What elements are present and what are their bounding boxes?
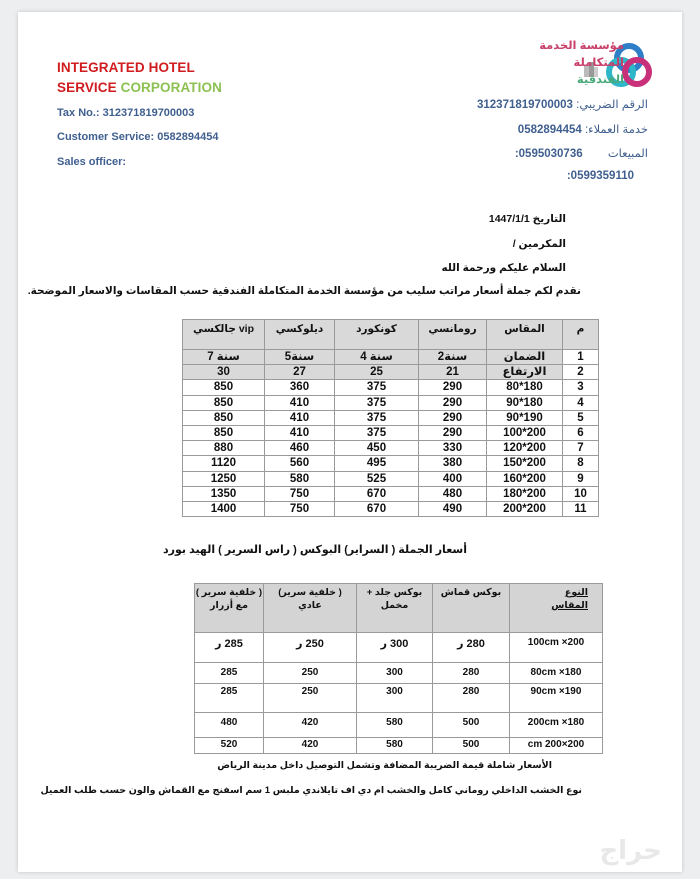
tax-number-ar [477, 97, 648, 111]
col-header: بوكس جلد + مخمل [357, 584, 433, 633]
cell: 285 [195, 684, 264, 713]
cell: 500 [433, 713, 510, 738]
table-row [183, 365, 599, 380]
table-row [183, 425, 599, 440]
cell: 180*90 [487, 395, 563, 410]
tax-value-ar: 312371819700003 [477, 99, 573, 111]
table-row [183, 501, 599, 516]
cell: 200*100 [487, 425, 563, 440]
cell: 190× 90cm [510, 684, 603, 713]
sales-value-2: 0599359110: [566, 170, 634, 180]
box-price-table [194, 583, 603, 754]
table-row [195, 713, 603, 738]
cell: 330 [419, 441, 487, 456]
cell: 290 [419, 395, 487, 410]
sales-ar [515, 146, 648, 160]
document-page [18, 12, 682, 872]
cell: 375 [335, 380, 419, 395]
cell: 490 [419, 501, 487, 516]
cell: 200*150 [487, 456, 563, 471]
logo-text-line-3: الفندقية [576, 74, 624, 86]
cell: 180*80 [487, 380, 563, 395]
cell: 670 [335, 486, 419, 501]
sales-officer-en: Sales officer: [57, 156, 127, 168]
col-header: النوع المقاس [510, 584, 603, 633]
cell: 375 [335, 425, 419, 440]
cell: 290 [419, 380, 487, 395]
cell: 410 [265, 395, 335, 410]
table-row [183, 486, 599, 501]
cell: 375 [335, 395, 419, 410]
cell: 190*90 [487, 410, 563, 425]
table-row [195, 738, 603, 754]
wood-note: نوع الخشب الداخلي روماني كامل والخشب ام دي اف تايلاندي ملبس 1 سم اسفنج مع القماش والون حسب طلب العميل [40, 785, 582, 796]
cell: 250 ر [264, 633, 357, 663]
cell: 2 [563, 365, 599, 380]
cell: 30 [183, 365, 265, 380]
cell: 375 [335, 410, 419, 425]
table-row [183, 380, 599, 395]
col-header: المقاس [487, 320, 563, 350]
cell: سنة5 [265, 350, 335, 365]
cell: 580 [265, 471, 335, 486]
col-header: م [563, 320, 599, 350]
cell: 670 [335, 501, 419, 516]
cell: 300 [357, 684, 433, 713]
table-row [195, 684, 603, 713]
cell: 285 ر [195, 633, 264, 663]
cell: 360 [265, 380, 335, 395]
cell: 180× 80cm [510, 663, 603, 684]
table-row [183, 441, 599, 456]
letter-greeting: السلام عليكم ورحمة الله [441, 262, 566, 274]
cell: 495 [335, 456, 419, 471]
cell: 1350 [183, 486, 265, 501]
sales-value-1: 0595030736: [514, 148, 583, 160]
cell: 1250 [183, 471, 265, 486]
cell: 480 [195, 713, 264, 738]
table-row [183, 350, 599, 365]
cell: 280 [433, 684, 510, 713]
cell: 3 [563, 380, 599, 395]
col-header: ديلوكسي [265, 320, 335, 350]
letter-salutation: المكرمين / [512, 238, 566, 250]
sales-label-ar: المبيعات [607, 148, 648, 160]
cell: 200*200 [487, 501, 563, 516]
customer-service-ar [518, 122, 648, 136]
cell: 280 [433, 663, 510, 684]
cell: سنة 4 [335, 350, 419, 365]
cell: 500 [433, 738, 510, 754]
brand-line-2-green: CORPORATION [120, 80, 222, 95]
cell: 200*180 [487, 486, 563, 501]
cell: 200*160 [487, 471, 563, 486]
logo-text-line-2: المتكاملة [573, 57, 624, 69]
col-header: vip جالكسي [183, 320, 265, 350]
cell: 25 [335, 365, 419, 380]
tax-label-ar: الرقم الضريبي: [576, 99, 648, 111]
cell: 850 [183, 380, 265, 395]
cs-label-ar: خدمة العملاء: [584, 124, 648, 136]
cell: الضمان [487, 350, 563, 365]
cell: 7 [563, 441, 599, 456]
cell: 300 [357, 663, 433, 684]
cs-value-ar: 0582894454 [517, 124, 582, 136]
customer-service-en: Customer Service: 0582894454 [57, 131, 219, 143]
letter-intro: نقدم لكم جملة أسعار مراتب سليب من مؤسسة الخدمة المتكاملة الفندقية حسب المقاسات والاسعار الموضحة. [27, 285, 581, 297]
watermark-logo: حراج [599, 835, 662, 865]
cell: 200*120 [487, 441, 563, 456]
cell: 850 [183, 410, 265, 425]
cell: 525 [335, 471, 419, 486]
cell: 460 [265, 441, 335, 456]
col-header: ( خلفية سرير ) مع أزرار [195, 584, 264, 633]
cell: 27 [265, 365, 335, 380]
cell: سنة 7 [183, 350, 265, 365]
table-row [183, 471, 599, 486]
cell: 250 [264, 684, 357, 713]
cell: 300 ر [357, 633, 433, 663]
cell: 1120 [183, 456, 265, 471]
cell: 6 [563, 425, 599, 440]
date-value: 1447/1/1 [488, 213, 530, 225]
cell: 10 [563, 486, 599, 501]
col-header: ( خلفية سرير) عادي [264, 584, 357, 633]
cell: 580 [357, 738, 433, 754]
brand-line-2-red: SERVICE [57, 80, 117, 95]
cell: 750 [265, 486, 335, 501]
cell: 380 [419, 456, 487, 471]
cell: 180× 200cm [510, 713, 603, 738]
cell: 580 [357, 713, 433, 738]
cell: 410 [265, 410, 335, 425]
cell: 850 [183, 395, 265, 410]
cell: الارتفاع [487, 365, 563, 380]
box-section-title: أسعار الجملة ( السراير) البوكس ( راس السرير ) الهيد بورد [163, 544, 467, 556]
cell: 560 [265, 456, 335, 471]
table-row [195, 633, 603, 663]
cell: 11 [563, 501, 599, 516]
cell: 280 ر [433, 633, 510, 663]
cell: 850 [183, 425, 265, 440]
cell: سنة2 [419, 350, 487, 365]
cell: 1400 [183, 501, 265, 516]
sales-value-2-wrap [567, 170, 634, 180]
cell: 450 [335, 441, 419, 456]
col-header: كونكورد [335, 320, 419, 350]
vat-note: الأسعار شاملة قيمة الضريبة المضافة وتشمل التوصيل داخل مدينة الرياض [217, 760, 552, 771]
cell: 410 [265, 425, 335, 440]
cell: 880 [183, 441, 265, 456]
table-row [195, 663, 603, 684]
cell: 480 [419, 486, 487, 501]
tax-number-en: Tax No.: 312371819700003 [57, 107, 195, 119]
cell: 5 [563, 410, 599, 425]
date-label: التاريخ [532, 213, 566, 225]
cell: 9 [563, 471, 599, 486]
col-header: رومانسي [419, 320, 487, 350]
mattress-price-table [182, 319, 599, 517]
cell: 290 [419, 410, 487, 425]
table-header-row [195, 584, 603, 633]
table-row [183, 456, 599, 471]
cell: 290 [419, 425, 487, 440]
cell: 1 [563, 350, 599, 365]
brand-line-1: INTEGRATED HOTEL [57, 60, 195, 75]
cell: 200× 100cm [510, 633, 603, 663]
cell: 420 [264, 738, 357, 754]
cell: 8 [563, 456, 599, 471]
brand-name-en [57, 58, 222, 98]
cell: 4 [563, 395, 599, 410]
cell: 250 [264, 663, 357, 684]
cell: 21 [419, 365, 487, 380]
col-header: بوكس قماش [433, 584, 510, 633]
cell: 285 [195, 663, 264, 684]
logo-text-line-1: مؤسسة الخدمة [539, 40, 624, 52]
cell: 420 [264, 713, 357, 738]
letter-date [489, 213, 566, 225]
cell: 520 [195, 738, 264, 754]
table-row [183, 410, 599, 425]
cell: 200×200 cm [510, 738, 603, 754]
cell: 750 [265, 501, 335, 516]
table-row [183, 395, 599, 410]
cell: 400 [419, 471, 487, 486]
table-header-row [183, 320, 599, 350]
